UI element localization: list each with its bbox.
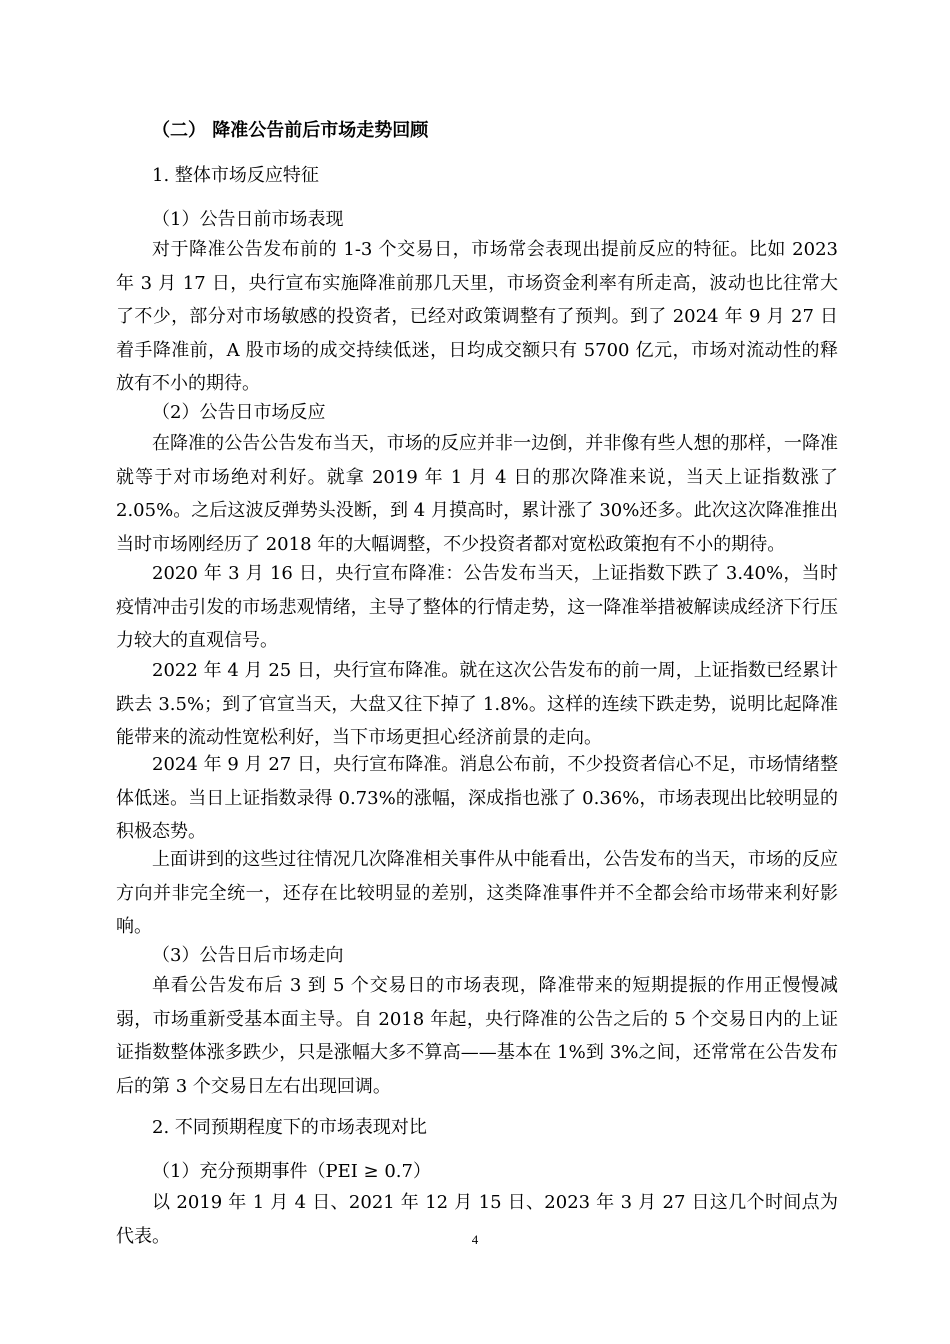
subsection-title: 1. 整体市场反应特征 xyxy=(152,165,319,186)
section-heading: （二） 降准公告前后市场走势回顾 xyxy=(152,120,429,141)
paragraph: 2022 年 4 月 25 日，央行宣布降准。就在这次公告发布的前一周，上证指数已经累计跌去 3.5%；到了官宣当天，大盘又往下掉了 1.8%。这样的连续下跌走势，说明比起降准能带来的流动性宽松利好，当下市场更担心经济前景的走向。 xyxy=(116,660,838,748)
subsection-title: （3）公告日后市场走向 xyxy=(152,945,344,966)
paragraph: 以 2019 年 1 月 4 日、2021 年 12 月 15 日、2023 年 3 月 27 日这几个时间点为代表。 xyxy=(116,1192,838,1247)
paragraph: 2024 年 9 月 27 日，央行宣布降准。消息公布前，不少投资者信心不足，市场情绪整体低迷。当日上证指数录得 0.73%的涨幅，深成指也涨了 0.36%，市场表现出比较明显的积极态势。 xyxy=(116,754,838,842)
subsection-title: （2）公告日市场反应 xyxy=(152,402,326,423)
paragraph: 单看公告发布后 3 到 5 个交易日的市场表现，降准带来的短期提振的作用正慢慢减弱，市场重新受基本面主导。自 2018 年起，央行降准的公告之后的 5 个交易日内的上证证指数整体涨多跌少，只是涨幅大多不算高——基本在 1%到 3%之间，还常常在公告发布后的第 3 个交易日左右出现回调。 xyxy=(116,975,838,1097)
subsection-title: 2. 不同预期程度下的市场表现对比 xyxy=(152,1117,427,1138)
paragraph: 上面讲到的这些过往情况几次降准相关事件从中能看出，公告发布的当天，市场的反应方向并非完全统一，还存在比较明显的差别，这类降准事件并不全都会给市场带来利好影响。 xyxy=(116,849,838,937)
paragraph: 2020 年 3 月 16 日，央行宣布降准：公告发布当天，上证指数下跌了 3.40%，当时疫情冲击引发的市场悲观情绪，主导了整体的行情走势，这一降准举措被解读成经济下行压力较大的直观信号。 xyxy=(116,563,838,651)
page-number: 4 xyxy=(471,1232,479,1247)
subsection-title: （1）充分预期事件（PEI ≥ 0.7） xyxy=(152,1161,431,1182)
paragraph: 在降准的公告公告发布当天，市场的反应并非一边倒，并非像有些人想的那样，一降准就等于对市场绝对利好。就拿 2019 年 1 月 4 日的那次降准来说，当天上证指数涨了 2.05%。之后这波反弹势头没断，到 4 月摸高时，累计涨了 30%还多。此次这次降准推出当时市场刚经历了 2018 年的大幅调整，不少投资者都对宽松政策抱有不小的期待。 xyxy=(116,433,838,555)
paragraph: 对于降准公告发布前的 1-3 个交易日，市场常会表现出提前反应的特征。比如 2023 年 3 月 17 日，央行宣布实施降准前那几天里，市场资金利率有所走高，波动也比往常大了不少，部分对市场敏感的投资者，已经对政策调整有了预判。到了 2024 年 9 月 27 日着手降准前，A 股市场的成交持续低迷，日均成交额只有 5700 亿元，市场对流动性的释放有不小的期待。 xyxy=(116,239,838,394)
subsection-title: （1）公告日前市场表现 xyxy=(152,209,344,230)
